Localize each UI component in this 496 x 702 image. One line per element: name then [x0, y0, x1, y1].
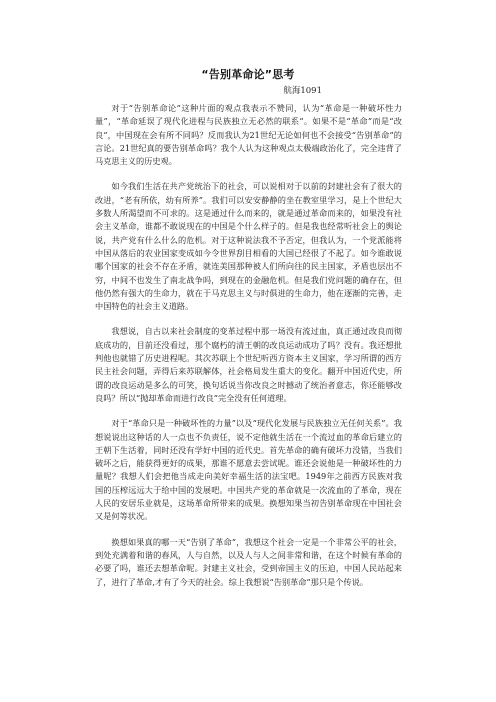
paragraph-5: 换想如果真的哪一天“告别了革命”，我想这个社会一定是一个非常公平的社会，到处充满着和谐的春风，人与自然，以及人与人之间非常和谐，在这个时候有革命的必要了吗，谁还去想革命呢。封建主义社会，受到帝国主义的压迫，中国人民站起来了，进行了革命,才有了今天的社会。综上我想说“告别革命”那只是个传说。 — [95, 536, 402, 587]
paragraph-1: 对于“告别革命论”这种片面的观点我表示不赞同，认为“革命是一种破坏性力量”，“革命延误了现代化进程与民族独立无必然的联系”。如果不是“革命”而是“改良”，中国现在会有所不同吗？反而我认为21世纪无论如何也不会接受“告别革命”的言论。21世纪真的要告别革命吗？我个人认为这种观点太极端政治化了，完全违背了马克思主义的历史观。 — [95, 103, 402, 167]
author-line: 航海1091 — [283, 86, 322, 96]
paragraph-4: 对于“革命只是一种破坏性的力量”以及“现代化发展与民族独立无任何关系”。我想说说出这种话的人一点也不负责任，说不定他就生活在一个流过血的革命后建立的王朝下生活着，同时还没有学好中国的近代史。首先革命的确有破坏力没错，当我们破坏之后，能获得更好的成果，那谁不愿意去尝试呢。谁还会说他是一种破坏性的力量呢？我想人们会把他当成走向美好幸福生活的法宝吧。1949年之前西方民族对我国的压榨远远大于给中国的发展吧。中国共产党的革命就是一次流血的了革命，现在人民的安居乐业就是，这场革命所带来的成果。换想知果当初告别革命现在中国社会又是何等状况。 — [95, 418, 402, 522]
document-body — [95, 102, 402, 601]
paragraph-2: 如今我们生活在共产党统治下的社会，可以说相对于以前的封建社会有了很大的改进，“老有所依，幼有所养”。我们可以安安静静的坐在教室里学习，是上个世纪大多数人所渴望而不可求的。这是通过什么而来的，就是通过革命而来的，如果没有社会主义革命，谁都不敢说现在的中国是个什么样子的。但是我也经常听社会上的舆论说，共产党有什么什么的危机。对于这种说法我不予否定，但我认为，一个党派能将中国从落后的农业国家变成如今令世界刮目相看的大国已经很了不起了。如今谁敢说哪个国家的社会不存在矛盾，就连美国那种被人们所向往的民主国家，矛盾也层出不穷，中间不也发生了南北战争吗，到现在的金融危机。但是我们党问题的确存在，但他仍然有强大的生命力，就在于马克思主义与时俱进的生命力，他在逐渐的完善，走中国特色的社会主义道路。 — [95, 181, 402, 312]
paragraph-3: 我想说，自古以来社会制度的变革过程中那一场没有流过血，真正通过改良而彻底成功的，目前还没看过，那个腐朽的清王朝的改良运动成功了吗？没有。我还想批判他也就错了历史进程呢。其次苏联上个世纪听西方资本主义国家，学习所谓的西方民主社会问题，弄得后来苏联解体，社会格局发生重大的变化。翻开中国近代史，所谓的改良运动是多么的可笑，换句话说当你改良之时撼动了统治者意志，你还能够改良吗？所以“抛却革命而进行改良”完全没有任何道理。 — [95, 326, 402, 403]
document-title: “告别革命论”思考 — [201, 68, 295, 81]
